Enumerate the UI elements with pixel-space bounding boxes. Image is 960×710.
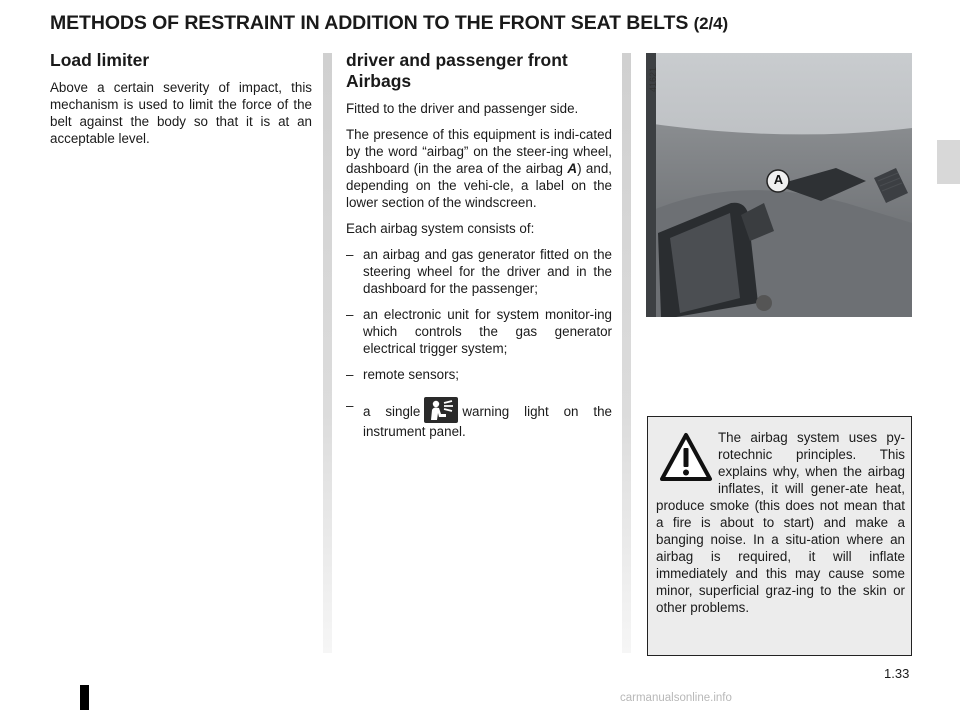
section-tab-marker xyxy=(937,140,960,184)
watermark: carmanualsonline.info xyxy=(620,692,732,704)
presence-text-b: ) and, depending on the vehi-cle, a label on the lower section of the windscreen. xyxy=(346,161,612,210)
left-column xyxy=(50,50,312,156)
list-item xyxy=(346,397,612,440)
column-divider-left xyxy=(323,53,332,653)
list-item xyxy=(346,366,612,383)
column-divider-right xyxy=(622,53,631,653)
list-dash: – xyxy=(346,367,354,382)
corner-mark xyxy=(80,685,89,710)
warning-light-text-b: warning light on the instrument panel. xyxy=(363,404,612,439)
list-dash: – xyxy=(346,398,354,413)
middle-column xyxy=(346,50,612,449)
airbag-ref-letter: A xyxy=(567,161,578,176)
airbag-warning-light-icon xyxy=(424,397,458,423)
components-list xyxy=(346,246,612,440)
list-item-text: an electronic unit for system monitor-ing which controls the gas generator electrical trigger system; xyxy=(363,307,612,356)
list-item xyxy=(346,306,612,357)
page-part: (2/4) xyxy=(693,14,729,33)
list-item-text: remote sensors; xyxy=(363,367,460,382)
callout-a: A xyxy=(773,172,784,187)
presence-text-a: The presence of this equipment is indi-cated by the word “airbag” on the steer-ing wheel, dashboard (in the area of the airbag xyxy=(346,127,612,176)
list-item-text: an airbag and gas generator fitted on the steering wheel for the driver and in the dashboard for the passenger; xyxy=(363,247,612,296)
page-number: 1.33 xyxy=(884,666,910,681)
warning-light-text-a: a single xyxy=(363,404,421,419)
presence-paragraph xyxy=(346,126,612,211)
dashboard-photo xyxy=(646,53,912,317)
airbags-heading-line1: driver and passenger front xyxy=(346,50,568,70)
list-dash: – xyxy=(346,247,354,262)
fitted-paragraph: Fitted to the driver and passenger side. xyxy=(346,101,579,116)
list-item xyxy=(346,246,612,297)
warning-text: The airbag system uses py-rotechnic principles. This explains why, when the airbag inflates, it will gener-ate heat, produce smoke (this does not mean that a fire is about to start) and make a banging noise. In a situ-ation where an airbag is required, it will inflate immediately and this may cause some minor, superficial graz-ing to the skin or other problems. xyxy=(656,430,905,615)
consists-paragraph: Each airbag system consists of: xyxy=(346,221,535,236)
airbags-heading xyxy=(346,50,612,92)
page-title-text: METHODS OF RESTRAINT IN ADDITION TO THE FRONT SEAT BELTS xyxy=(50,12,689,34)
warning-text-block xyxy=(656,429,905,616)
page-title xyxy=(50,12,728,35)
warning-box xyxy=(647,416,912,656)
load-limiter-heading: Load limiter xyxy=(50,50,150,70)
airbags-heading-line2: Airbags xyxy=(346,71,412,91)
photo-id: 41621 xyxy=(648,66,658,92)
list-dash: – xyxy=(346,307,354,322)
load-limiter-paragraph: Above a certain severity of impact, this mechanism is used to limit the force of the belt against the body so that it is at an acceptable level. xyxy=(50,80,312,146)
